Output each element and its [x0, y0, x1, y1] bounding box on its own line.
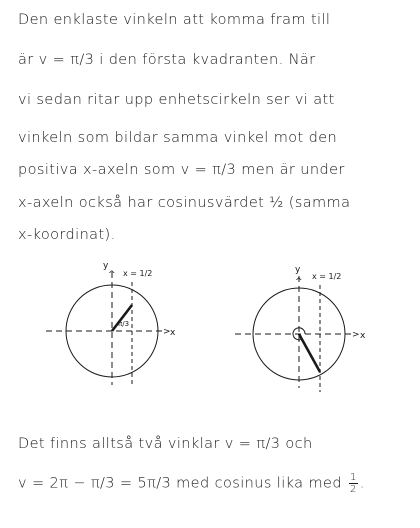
text-line-3: vi sedan ritar upp enhetscirkeln ser vi att [18, 92, 335, 108]
y-axis-label: y [103, 261, 109, 271]
y-axis-label: y [295, 265, 301, 275]
text-line-7: x-koordinat). [18, 227, 116, 243]
bottom-text-line-2-end: . [359, 475, 365, 492]
text-line-1: Den enklaste vinkeln att komma fram till [18, 12, 331, 28]
fraction-numerator: 1 [349, 472, 357, 483]
text-line-2: är v = π/3 i den första kvadranten. När [18, 52, 316, 68]
text-line-5: positiva x-axeln som v = π/3 men är under [18, 162, 345, 178]
x-equals-half-label: x = 1/2 [123, 269, 153, 278]
bottom-text-line-2-main: v = 2π − π/3 = 5π/3 med cosinus lika med [18, 475, 342, 492]
bottom-text-line-2 [18, 472, 365, 495]
x-arrow-icon: > [163, 327, 171, 337]
fraction-one-half [349, 472, 358, 495]
x-axis-label: x [360, 331, 366, 341]
bottom-text-line-1: Det finns alltså två vinklar v = π/3 och [18, 436, 313, 452]
x-arrow-icon: > [352, 330, 360, 340]
x-axis-label: x [170, 328, 176, 338]
text-line-4: vinkeln som bildar samma vinkel mot den [18, 130, 338, 146]
text-line-6: x-axeln också har cosinusvärdet ½ (samma [18, 195, 351, 211]
fraction-denominator: 2 [349, 484, 357, 495]
y-arrow-icon: ^ [108, 270, 116, 280]
angle-label: π/3 [118, 320, 130, 328]
angle-ray [299, 334, 320, 372]
y-arrow-icon: ^ [295, 277, 303, 287]
x-equals-half-label: x = 1/2 [312, 272, 342, 281]
